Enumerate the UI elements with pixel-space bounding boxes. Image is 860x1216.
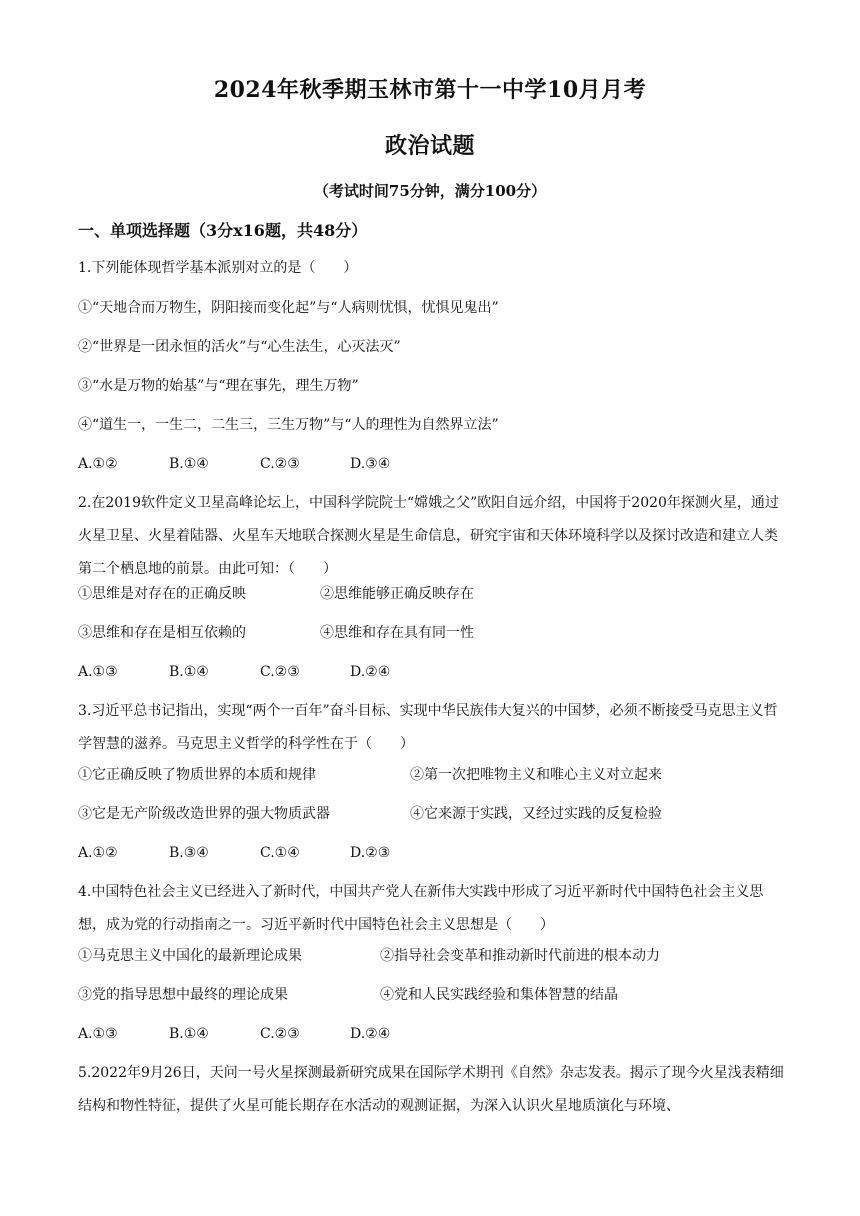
question-4-answer-d: D.②④ <box>350 1026 391 1042</box>
question-1-item-1: ①“天地合而万物生，阴阳接而变化起”与“人病则忧惧，忧惧见鬼出” <box>78 300 499 316</box>
exam-note: （考试时间75分钟，满分100分） <box>313 182 547 200</box>
question-3-answer-c: C.①④ <box>260 845 300 861</box>
question-3-answer-b: B.③④ <box>169 845 209 861</box>
question-1-answer-b: B.①④ <box>169 456 209 472</box>
question-3-item-1: ①它正确反映了物质世界的本质和规律 <box>78 767 316 783</box>
question-3-answer-d: D.②③ <box>350 845 391 861</box>
question-3-answer-a: A.①② <box>78 845 118 861</box>
question-2-stem: 2.在2019软件定义卫星高峰论坛上，中国科学院院士“嫦娥之父”欧阳自远介绍，中国将于2020年探测火星，通过火星卫星、火星着陆器、火星车天地联合探测火星是生命信息，研究宇宙和天体环境科学以及探讨改造和建立人类第二个栖息地的前景。由此可知：（ ） <box>78 495 779 577</box>
question-3-item-4: ④它来源于实践，又经过实践的反复检验 <box>410 806 662 822</box>
question-4-item-1: ①马克思主义中国化的最新理论成果 <box>78 948 302 964</box>
question-2-answer-d: D.②④ <box>350 664 391 680</box>
question-2-item-3: ③思维和存在是相互依赖的 <box>78 625 246 641</box>
question-1-stem: 1.下列能体现哲学基本派别对立的是（ ） <box>78 260 358 276</box>
question-2-item-1: ①思维是对存在的正确反映 <box>78 586 246 602</box>
question-1-answer-a: A.①② <box>78 456 118 472</box>
question-2-answer-b: B.①④ <box>169 664 209 680</box>
question-4-item-3: ③党的指导思想中最终的理论成果 <box>78 987 288 1003</box>
question-4-stem: 4.中国特色社会主义已经进入了新时代，中国共产党人在新伟大实践中形成了习近平新时代中国特色社会主义思想，成为党的行动指南之一。习近平新时代中国特色社会主义思想是（ ） <box>78 884 764 933</box>
question-2-answer-c: C.②③ <box>260 664 300 680</box>
question-3-stem: 3.习近平总书记指出，实现“两个一百年”奋斗目标、实现中华民族伟大复兴的中国梦，必须不断接受马克思主义哲学智慧的滋养。马克思主义哲学的科学性在于（ ） <box>78 703 778 752</box>
question-4-answer-b: B.①④ <box>169 1026 209 1042</box>
question-4-item-2: ②指导社会变革和推动新时代前进的根本动力 <box>380 948 660 964</box>
question-1-item-2: ②“世界是一团永恒的活火”与“心生法生，心灭法灭” <box>78 339 401 355</box>
section-heading: 一、单项选择题（3分x16题，共48分） <box>78 221 368 240</box>
question-2-item-4: ④思维和存在具有同一性 <box>320 625 474 641</box>
question-4-answer-c: C.②③ <box>260 1026 300 1042</box>
question-1-answer-d: D.③④ <box>350 456 391 472</box>
question-3-item-2: ②第一次把唯物主义和唯心主义对立起来 <box>410 767 662 783</box>
subject-title: 政治试题 <box>384 133 475 159</box>
exam-title: 2024年秋季期玉林市第十一中学10月月考 <box>213 77 647 103</box>
question-2-item-2: ②思维能够正确反映存在 <box>320 586 474 602</box>
question-5-stem: 5.2022年9月26日，天问一号火星探测最新研究成果在国际学术期刊《自然》杂志发表。揭示了现今火星浅表精细结构和物性特征，提供了火星可能长期存在水活动的观测证据，为深入认识火星地质演化与环境、 <box>78 1065 784 1114</box>
question-1-item-3: ③“水是万物的始基”与“理在事先，理生万物” <box>78 378 359 394</box>
question-3-item-3: ③它是无产阶级改造世界的强大物质武器 <box>78 806 330 822</box>
question-4-answer-a: A.①③ <box>78 1026 118 1042</box>
question-4-item-4: ④党和人民实践经验和集体智慧的结晶 <box>380 987 618 1003</box>
question-1-answer-c: C.②③ <box>260 456 300 472</box>
question-1-item-4: ④“道生一，一生二，二生三，三生万物”与“人的理性为自然界立法” <box>78 417 499 433</box>
question-2-answer-a: A.①③ <box>78 664 118 680</box>
